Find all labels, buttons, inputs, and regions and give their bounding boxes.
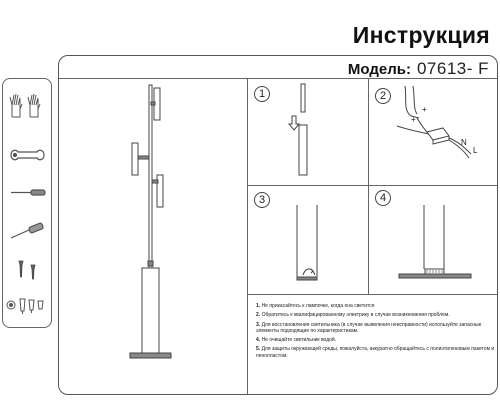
page-title: Инструкция (352, 22, 490, 48)
lamp-column-divider (247, 79, 248, 395)
tools-panel (2, 78, 52, 328)
wiring-neutral-label: N (461, 138, 467, 147)
floor-lamp-drawing (70, 80, 220, 365)
note-item: 1. Не прикасайтесь к лампочке, когда она светится (256, 303, 375, 309)
note-item: 5. Для защиты окружающей среды, пожалуйста, аккуратно обращайтесь с полиэтиленовым пакетом и пенопластом. (256, 346, 495, 359)
wiring-plus-a: + (422, 105, 427, 114)
model-number: 07613- F (416, 59, 489, 78)
note-item: 4. Не очищайте светильник водой. (256, 337, 337, 344)
voltage-tester-icon (3, 214, 51, 250)
note-item: 2. Обратитесь к квалифицированному электрику в случае возникновения проблем. (256, 312, 450, 319)
screwdriver-icon (3, 174, 51, 210)
model-row (348, 59, 489, 79)
step-number: 4 (375, 190, 391, 206)
wall-plugs-icon (3, 287, 51, 323)
steps-row-divider (247, 185, 497, 186)
step-3-panel (249, 187, 367, 293)
screws-icon (3, 251, 51, 287)
step-2-panel (369, 80, 497, 184)
step-1-panel (249, 80, 367, 184)
step-number: 3 (254, 192, 270, 208)
model-label: Модель: (347, 61, 411, 78)
gloves-icon (3, 87, 51, 123)
frame-header-divider (59, 78, 497, 79)
step-number: 1 (254, 86, 270, 102)
note-item: 3. Для восстановления светильника (в случае выявления неисправности) используйте запасные элементы подходящие по характеристикам. (256, 321, 482, 334)
step-4-panel (369, 187, 497, 293)
wrench-icon (3, 134, 51, 170)
safety-notes (256, 303, 496, 385)
notes-divider (247, 294, 497, 295)
wiring-plus-b: + (411, 115, 416, 124)
step-number: 2 (375, 88, 391, 104)
wiring-live-label: L (473, 146, 478, 155)
